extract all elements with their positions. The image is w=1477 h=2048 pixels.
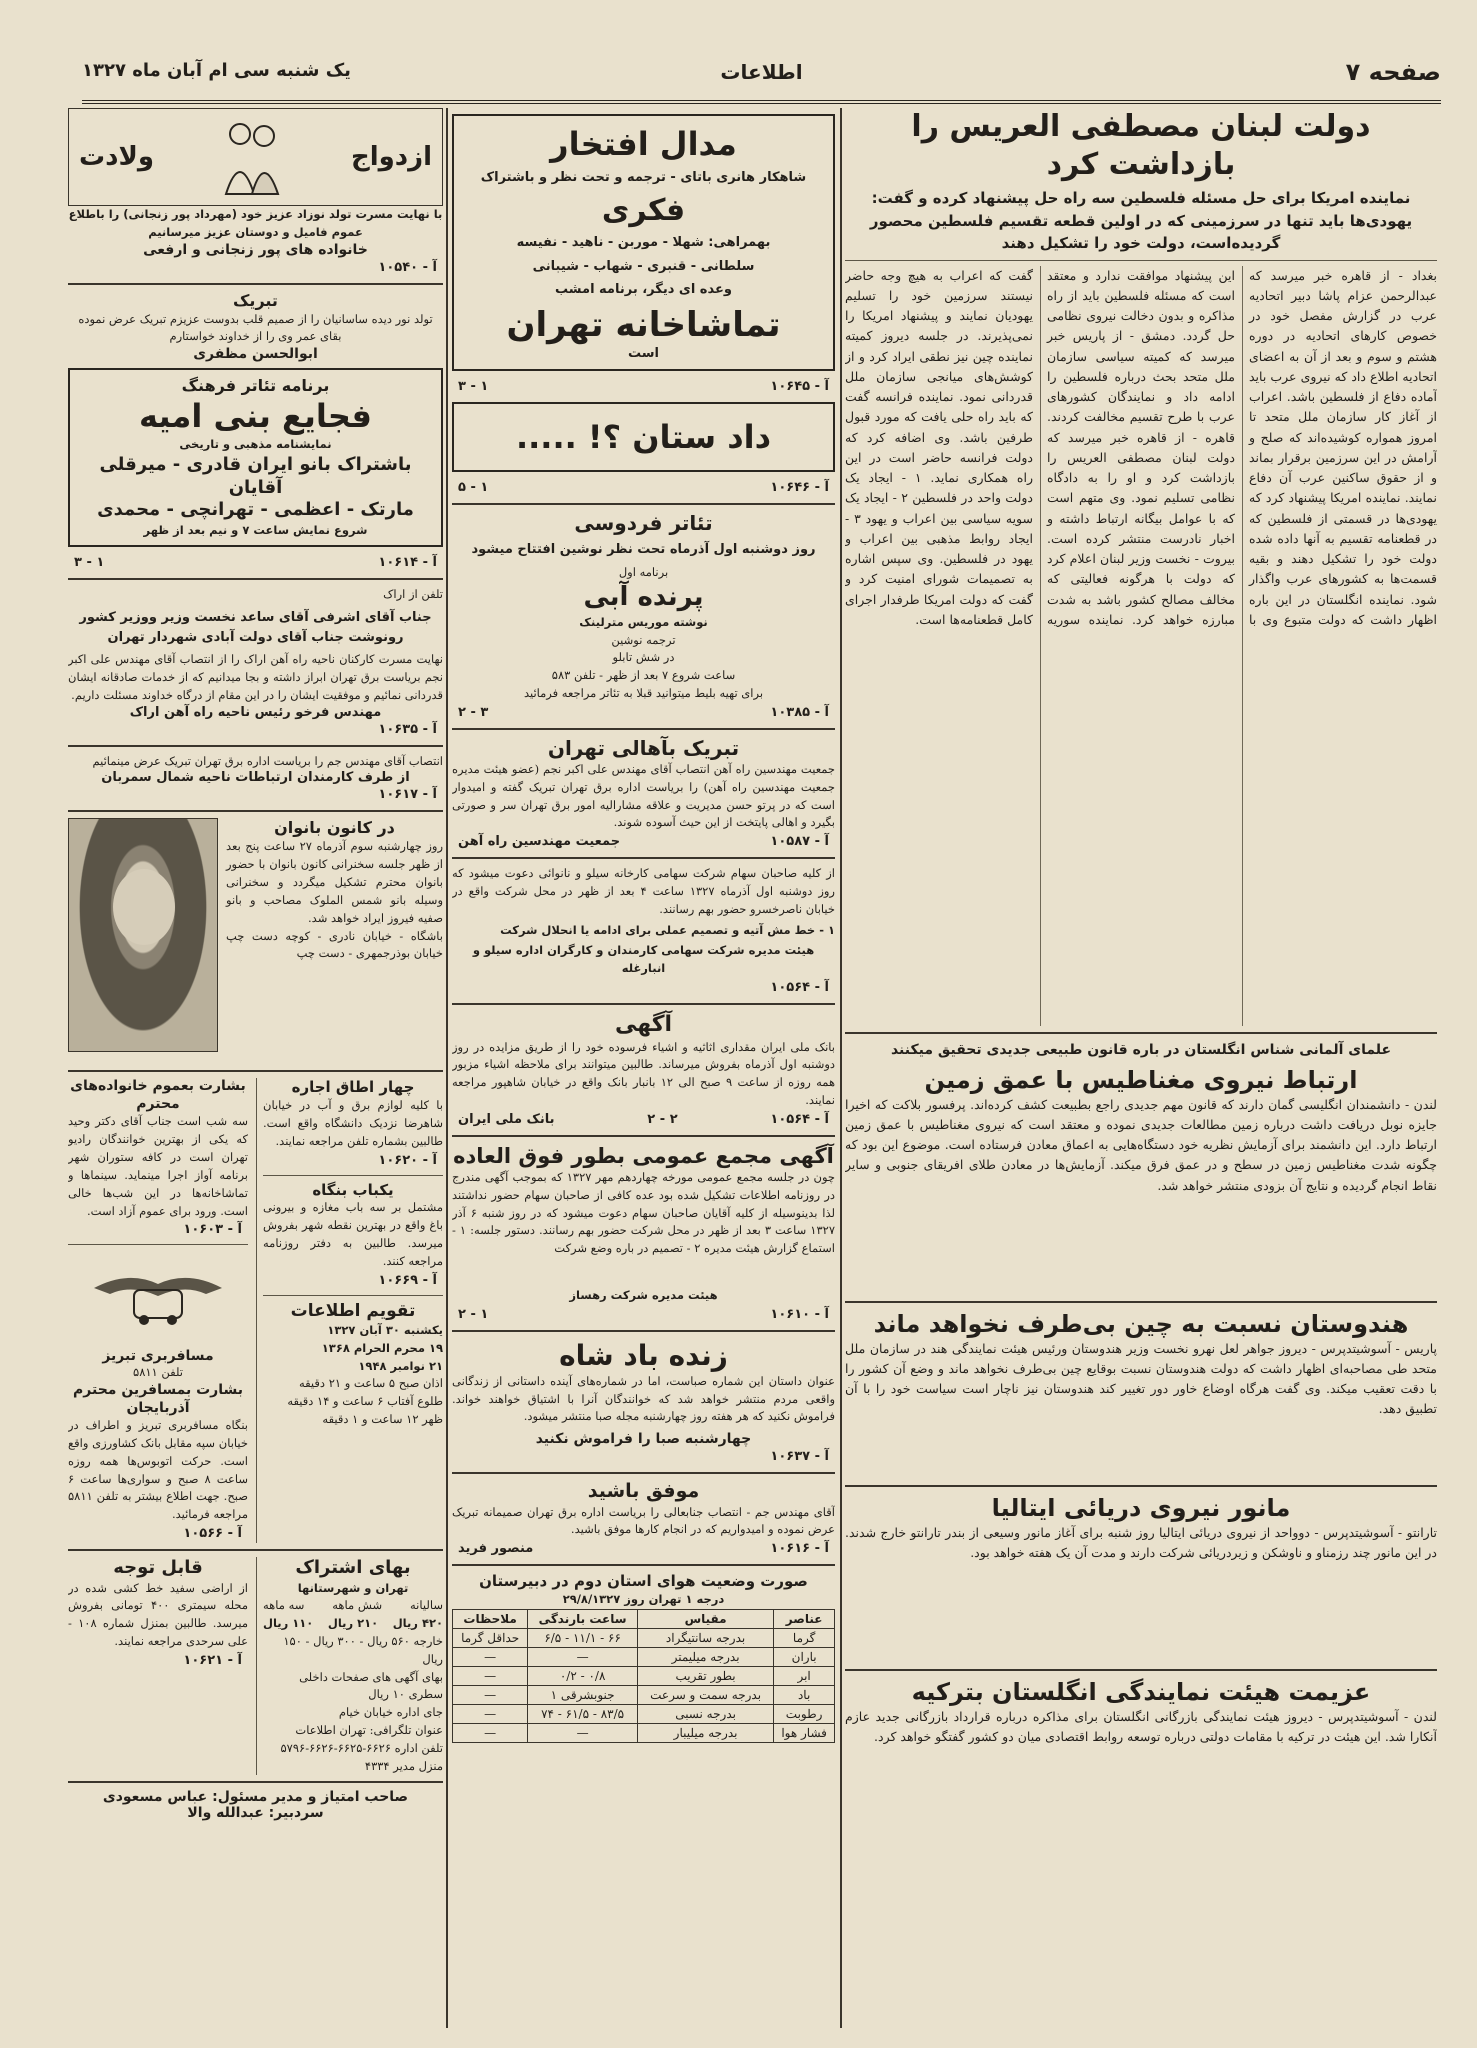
couple-illustration-icon	[212, 114, 292, 200]
column-ads-left	[68, 108, 443, 2028]
travel-phone: تلفن ۵۸۱۱	[133, 1365, 183, 1380]
lebanon-headline: دولت لبنان مصطفی العریس را بازداشت کرد	[911, 109, 1371, 182]
ferdowsi-sub: روز دوشنبه اول آذرماه تحت نظر نوشین افتتاح میشود	[471, 542, 816, 557]
classifieds-right	[256, 1078, 443, 1543]
table-header: عناصر	[774, 1609, 835, 1628]
kanoon-addr: باشگاه - خیابان نادری - کوچه دست چپ خیابان بوذرجمهری - دست چپ	[226, 928, 443, 961]
wedding-ad	[68, 108, 443, 277]
divider	[845, 1301, 1437, 1303]
issue-date: یک شنبه سی ام آبان ماه ۱۳۲۷	[82, 60, 351, 81]
owner-line: صاحب امتیاز و مدیر مسئول: عباس مسعودی	[102, 1789, 409, 1806]
theatre-genre: نمایشنامه مذهبی و تاریخی	[179, 437, 332, 452]
dastan-title: داد ستان ؟! .....	[515, 418, 772, 456]
table-header: ملاحظات	[453, 1609, 528, 1628]
ferdowsi-time: ساعت شروع ۷ بعد از ظهر - تلفن ۵۸۳	[551, 668, 736, 683]
calendar-row: ۱۹ محرم الحرام ۱۳۶۸	[321, 1340, 443, 1355]
subscription-tg: عنوان تلگرافی: تهران اطلاعات	[295, 1723, 443, 1737]
telegram-to: تلفن از اراک	[383, 587, 443, 602]
travel-emblem	[88, 1250, 228, 1344]
lebanon-body: بغداد - از قاهره خبر میرسد که عبدالرحمن عزام پاشا دبیر اتحادیه عرب در گزارش مفصل خود در خصوص کارهای اتحادیه در دوره هشتم و سوم و بعد از آن به اعضای اتحادیه اطلاع داد که نیروی عرب باید آماده دفاع از فلسطین باشد. اعراب از آغاز کار سازمان ملل متحد تا امروز همواره کوشیده‌اند که صلح و آرامش در این سرزمین برقرار بماند و از حقوق ساکنین عرب آن دفاع نمایند. نماینده امریکا پیشنهاد کرد که یهودی‌ها در قسمتی از فلسطین که در قطعنامه تقسیم به آنها داده شده دولت خود را تشکیل دهند و بقیه قسمت‌ها به کشورهای عرب واگذار شود. نماینده انگلستان در این باره اظهار داشت که دولت متبوع وی با این پیشنهاد موافقت ندارد و معتقد است که مسئله فلسطین باید از راه مذاکره و بدون دخالت نیروی نظامی حل گردد. دمشق - از پاریس خبر میرسد که کمیته سیاسی سازمان ملل متحد بحث درباره فلسطین را ادامه داد و نمایندگان کشورهای عرب با طرح تقسیم مخالفت کردند. قاهره - از قاهره خبر میرسد که دولت لبنان مصطفی العریس را بازداشت کرد و او را به دادگاه نظامی تسلیم نمود. وی متهم است که با عوامل بیگانه ارتباط داشته و اخبار نادرست منتشر کرده است. بیروت - نخست وزیر لبنان اعلام کرد که دولت با هرگونه فعالیتی که مخالف مصالح کشور باشد به شدت مبارزه خواهد کرد. نماینده سوریه گفت که اعراب به هیچ وجه حاضر نیستند سرزمین خود را تسلیم یهودیان نمایند و پیشنهاد امریکا را نمی‌پذیرند. در جلسه دیروز کمیته نماینده چین نیز نطقی ایراد کرد و از کوشش‌های میانجی سازمان ملل قدردانی نمود. نماینده فرانسه گفت که باید راه حلی یافت که مورد قبول طرفین باشد. وی اضافه کرد که دولت فرانسه حاضر است در این راه همکاری نماید. ۱ - ایجاد یک دولت واحد در فلسطین ۲ - ایجاد یک سویه سیاسی بین اعراب و یهود ۳ - ایجاد روابط مذهبی بین اعراب و یهود در فلسطین. وی سپس اشاره به تصمیمات شورای امنیت کرد و گفت که دولت امریکا طرفدار اجرای کامل قطعنامه‌ها است.	[845, 267, 1437, 627]
ad-code: آ - ۱۰۳۸۵ ۳ - ۲	[458, 704, 829, 720]
masthead	[82, 50, 1441, 104]
tabriz-body: جمعیت مهندسین راه آهن انتصاب آقای مهندس علی اکبر نجم (عضو هیئت مدیره جمعیت مهندسین راه آهن) را بریاست اداره برق تهران تبریک گفته و امیدوار است که در پرتو حسن مدیریت و علاقه مشارالیه امور برق تهران سر و صورتی بگیرد و اهالی پایتخت از این حیث آسوده شوند.	[452, 761, 835, 830]
divider	[452, 857, 835, 859]
theatre-time: شروع نمایش ساعت ۷ و نیم بعد از ظهر	[143, 522, 368, 537]
divider	[452, 1330, 835, 1332]
subscription-ads: بهای آگهی های صفحات داخلی سطری ۱۰ ریال	[299, 1669, 443, 1702]
divider	[452, 1564, 835, 1566]
tabrik-ad	[68, 291, 443, 363]
ferdowsi-author: نوشته موریس مترلینک	[579, 614, 708, 629]
cement-ad	[452, 865, 835, 997]
shah-body: عنوان داستان این شماره صباست، اما در شماره‌های آینده داستانی از زندگانی واقعی مردم منتشر خواهد شد که خوانندگان آنرا با اشتیاق خواهند خواند. فراموش نکنید که هر هفته روز چهارشنبه مجله صبا منتشر میشود.	[452, 1373, 835, 1424]
subscription-home: منزل مدیر ۴۳۳۴	[364, 1758, 443, 1773]
medal-ad	[452, 114, 835, 371]
shah-ad	[452, 1338, 835, 1466]
ad-code: آ - ۱۰۶۴۵ ۱ - ۳	[458, 379, 829, 394]
calendar-row: یکشنبه ۳۰ آبان ۱۳۲۷	[327, 1322, 443, 1337]
quake-headline: ارتباط نیروی مغناطیس با عمق زمین	[924, 1065, 1358, 1094]
ad-code: آ - ۱۰۶۰۳	[183, 1222, 242, 1238]
ad-code: آ - ۱۰۶۲۰	[378, 1152, 437, 1168]
theatre-title: برنامه تئاتر فرهنگ	[181, 376, 330, 396]
kanoon-body: روز چهارشنبه سوم آذرماه ۲۷ ساعت پنج بعد از ظهر جلسه سخنرانی کانون بانوان با حضور بانوان محترم تشکیل میگردد و سخنرانی وسیله بانو شمس الملوک مصاحب و بانو صفیه فیروز ایراد خواهد شد.	[226, 839, 443, 925]
divider	[452, 503, 835, 505]
travel-brand: مسافربری تبریز	[102, 1348, 214, 1365]
divider	[845, 1485, 1437, 1487]
turkey-headline: عزیمت هیئت نمایندگی انگلستان بترکیه	[911, 1677, 1371, 1706]
classifieds-row	[68, 1078, 443, 1543]
india-body: پاریس - آسوشیتدپرس - دیروز جواهر لعل نهرو نخست وزیر هندوستان ورئیس هیئت نمایندگی هند در سازمان ملل متحد طی مصاحبه‌ای اظهار داشت که دولت هندوستان نسبت بوقایع چین بی‌طرف نخواهد ماند و وضع آن کشور را با دقت تعقیب میکند. وی گفت هرگاه اوضاع خاور دور تغییر کند هندوستان نیز ناچار است سیاست خود را با آن تطبیق دهد.	[845, 1340, 1437, 1417]
subscription-row: سالیانه شش ماهه سه ماهه	[263, 1598, 443, 1613]
ferdowsi-ad	[452, 511, 835, 722]
divider	[68, 1549, 443, 1551]
classifieds-left	[68, 1078, 248, 1543]
medal-line: شاهکار هانری باتای - ترجمه و تحت نظر و باشتراک	[480, 170, 807, 185]
column-news	[845, 108, 1437, 2028]
divider	[68, 578, 443, 580]
winged-bus-icon	[88, 1250, 228, 1344]
calendar-row: طلوع آفتاب ۶ ساعت و ۱۴ دقیقه	[287, 1394, 443, 1409]
cement-sign: هیئت مدیره شرکت سهامی کارمندان و کارگران اداره سیلو و انبارغله	[472, 943, 815, 976]
wedding-banner	[68, 108, 443, 206]
weather-report	[452, 1572, 835, 1743]
quake-body: لندن - دانشمندان انگلیسی گمان دارند که قانون مهم جدیدی راجع بطبیعت کشف کرده‌اند. پرفسور بلاکت که اخیرا جایزه نوبل دریافت داشت درباره زمین مطالعات جدیدی نموده و معتقد است که نیروی مغناطیس با عمق زمین ارتباط دارد. این دانشمند برای آزمایش نظریه خود دستگاه‌هایی به اعماق معادن فرستاده است. موضوع این بود که چگونه شدت مغناطیس زمین در سطح و در عمق فرق میکند. آزمایش‌ها در معادن طلای افریقای جنوبی و سایر نقاط انجام گردیده و نتایج آن بزودی منتشر خواهد شد.	[845, 1096, 1437, 1193]
medal-venue: تماشاخانه تهران	[506, 304, 781, 345]
weather-sub: درجه ۱ تهران روز ۲۹/۸/۱۳۲۷	[562, 1591, 725, 1606]
wedding-title-left: ولادت	[79, 141, 155, 172]
medal-cast: بهمراهی: شهلا - موربن - ناهید - نفیسه	[516, 235, 771, 250]
table-row: باد بدرجه سمت و سرعت جنوبشرقی ۱ —	[453, 1685, 835, 1704]
ad-code: آ - ۱۰۶۱۶ منصور فرید	[458, 1541, 829, 1557]
calendar-row: ظهر ۱۲ ساعت و ۱ دقیقه	[322, 1411, 443, 1426]
theatre-play: فجایع بنی امیه	[139, 397, 372, 436]
medal-title: مدال افتخار	[550, 125, 737, 163]
tabrik-sign: ابوالحسن مظفری	[193, 346, 318, 363]
kanoon-ad	[226, 818, 443, 963]
table-row: رطوبت بدرجه نسبی ۸۳/۵ - ۶۱/۵ - ۷۴ —	[453, 1704, 835, 1723]
calendar-row: اذان صبح ۵ ساعت و ۲۱ دقیقه	[298, 1376, 443, 1391]
ad-code: آ - ۱۰۵۸۷ جمعیت مهندسین راه آهن	[458, 834, 829, 850]
divider	[452, 1135, 835, 1137]
dastan-ad	[452, 402, 835, 472]
ad-code: آ - ۱۰۶۶۹	[378, 1272, 437, 1288]
table-row: ابر بطور تقریب ۰/۸ - ۰/۲ —	[453, 1666, 835, 1685]
ad-code: آ - ۱۰۶۲۱	[183, 1652, 242, 1668]
subscription-sub: تهران و شهرستانها	[297, 1580, 409, 1595]
notice-title: قابل توجه	[113, 1557, 203, 1578]
telegram-ad	[68, 586, 443, 738]
divider	[845, 1032, 1437, 1034]
rail-body: انتصاب آقای مهندس جم را بریاست اداره برق تهران تبریک عرض مینمائیم	[92, 753, 443, 768]
ad-code: آ - ۱۰۵۶۶	[183, 1526, 242, 1541]
shah-sign: چهارشنبه صبا را فراموش نکنید	[535, 1430, 752, 1447]
tabriz-title: تبریک بآهالی تهران	[547, 735, 740, 760]
rail-ad	[68, 753, 443, 805]
divider	[68, 1781, 443, 1783]
calendar-row: ۲۱ نوامبر ۱۹۴۸	[358, 1358, 443, 1373]
telegram-sign: مهندس فرخو رئیس ناحیه راه آهن اراک	[129, 704, 382, 720]
tabriz-ad	[452, 736, 835, 851]
column-rule	[446, 108, 448, 2028]
divider	[263, 1295, 443, 1296]
weather-table	[452, 1609, 835, 1743]
travel-body: بنگاه مسافربری تبریز و اطراف در خیابان سپه مقابل بانک کشاورزی واقع است. حرکت اتوبوس‌ها همه روزه ساعت ۸ صبح و سواری‌ها ساعت ۶ صبح. جهت اطلاع بیشتر به تلفن ۵۸۱۱ مراجعه فرمائید.	[68, 1418, 248, 1522]
medal-cast: سلطانی - قنبری - شهاب - شیبانی	[532, 258, 755, 274]
divider	[68, 810, 443, 812]
table-header: ساعت بارندگی	[528, 1609, 638, 1628]
ad-code: آ - ۱۰۶۳۵	[378, 721, 437, 737]
divider	[845, 260, 1437, 261]
italy-body: تارانتو - آسوشیتدپرس - دوواحد از نیروی دریائی ایتالیا روز شنبه برای آغاز مانور وسیعی از بندر تارانتو خارج شدند. در این مانور چند رزمناو و ناوشکن و زیردریائی شرکت دارند و مدت آن یک هفته خواهد بود.	[845, 1524, 1437, 1560]
subscription-title: بهای اشتراک	[295, 1557, 411, 1578]
medal-name: فکری	[601, 192, 686, 228]
assembly-body: چون در جلسه مجمع عمومی مورخه چهاردهم مهر ۱۳۲۷ که بموجب آگهی مندرج در روزنامه اطلاعات تشکیل شده بود عده کافی از صاحبان سهام حضور نداشتند لذا بدینوسیله از کلیه آقایان صاحبان سهام دعوت میشود که در روز شنبه ۶ آذر ۱۳۲۷ ساعت ۳ بعد از ظهر در محل شرکت حضور بهم رسانند. دستور جلسه: ۱ - استماع گزارش هیئت مدیره ۲ - تصمیم در باره وضع شرکت	[452, 1170, 835, 1256]
kanoon-block	[68, 818, 443, 1064]
paper-name: اطلاعات	[720, 60, 803, 84]
divider	[68, 1070, 443, 1072]
column-rule	[840, 108, 842, 2028]
divider	[845, 1669, 1437, 1671]
divider	[452, 1472, 835, 1474]
calendar-title: تقویم اطلاعات	[290, 1300, 416, 1321]
bank-ad	[452, 1011, 835, 1129]
page-number: صفحه ۷	[1345, 58, 1441, 86]
kanoon-title: در کانون بانوان	[274, 818, 395, 838]
column-ads-middle	[452, 108, 835, 2028]
tabrik-title: تبریک	[233, 290, 278, 310]
assembly-ad	[452, 1143, 835, 1324]
ferdowsi-tickets: برای تهیه بلیط میتوانید قبلا به تئاتر مراجعه فرمائید	[523, 686, 764, 701]
wedding-body: با نهایت مسرت تولد نوزاد عزیز خود (مهرداد پور زنجانی) را باطلاع عموم فامیل و دوستان عزیز میرسانیم	[68, 207, 443, 239]
ad-code: آ - ۱۰۶۴۶ ۱ - ۵	[458, 480, 829, 495]
movafagh-body: آقای مهندس جم - انتصاب جنابعالی را بریاست اداره برق تهران صمیمانه تبریک عرض نموده و امیدواریم که در انجام کارها موفق باشید.	[452, 1504, 835, 1537]
wedding-title-right: ازدواج	[350, 141, 432, 172]
rent-body: با کلیه لوازم برق و آب در خیابان شاهرضا نزدیک دانشگاه واقع است. طالبین بشماره تلفن مراجعه نمایند.	[263, 1098, 443, 1148]
telegram-title: جناب آقای اشرفی آقای ساعد نخست وزیر ووزیر کشور رونوشت جناب آقای دولت آبادی شهردار تهران	[79, 610, 432, 645]
tabrik-body: تولد نور دیده ساسانیان را از صمیم قلب بدوست عزیزم تبریک عرض نموده بقای عمر وی را از خداوند خواستارم	[78, 311, 433, 344]
ad-code: آ - ۱۰۵۶۴ ۲ - ۲ بانک ملی ایران	[458, 1111, 829, 1127]
travel-title: بشارت بمسافرین محترم آذربایجان	[73, 1382, 243, 1416]
movafagh-ad	[452, 1480, 835, 1558]
honour-body: سه شب است جناب آقای دکتر وحید که یکی از بهترین خوانندگان رادیو تهران است در کافه ستوران شهر برنامه آواز اجرا مینماید. سینماها و تماشاخانه‌ها در این شب‌ها خالی است. ورود برای عموم آزاد است.	[68, 1114, 248, 1218]
shop-title: یکباب بنگاه	[312, 1180, 394, 1199]
theatre-cast: مارتک - اعظمی - تهرانچی - محمدی	[97, 499, 414, 521]
divider	[263, 1175, 443, 1176]
notice-box	[68, 1557, 248, 1775]
table-row: فشار هوا بدرجه میلیبار — —	[453, 1723, 835, 1742]
table-row: گرما بدرجه سانتیگراد ۶۶ - ۱۱/۱ - ۶/۵ حداقل گرما	[453, 1628, 835, 1647]
lebanon-subhead: نماینده امریکا برای حل مسئله فلسطین سه راه حل پیشنهاد کرده و گفت: یهودی‌ها باید تنها در سرزمینی که در اولین قطعه تقسیم فلسطین محصور گردیده‌است، دولت خود را تشکیل دهند	[869, 189, 1413, 252]
ferdowsi-director: در شش تابلو	[612, 650, 675, 665]
weather-title: صورت وضعیت هوای استان دوم در دبیرستان	[479, 1572, 808, 1591]
theatre-cast: باشتراک بانو ایران قادری - میرقلی آقایان	[99, 454, 412, 498]
ad-code: آ - ۱۰۶۱۰ ۱ - ۲	[458, 1306, 829, 1322]
cement-body: از کلیه صاحبان سهام شرکت سهامی کارخانه سیلو و نانوائی دعوت میشود که روز دوشنبه اول آذرماه ۱۳۲۷ ساعت ۴ بعد از ظهر در محل شرکت واقع در خیابان ناصرخسرو حضور بهم رسانند.	[452, 866, 835, 916]
bank-body: بانک ملی ایران مقداری اثاثیه و اشیاء فرسوده خود را از طریق مزایده در روز دوشنبه اول آذرماه بفروش میرساند. طالبین میتوانند برای ملاحظه اشیاء مزبور همه روزه از ساعت ۹ صبح الی ۱۲ بانبار بانک واقع در خیابان شاهپور مراجعه نمایند.	[452, 1039, 835, 1107]
medal-tail: است	[627, 346, 659, 361]
quake-kicker: علمای آلمانی شناس انگلستان در باره قانون طبیعی جدیدی تحقیق میکنند	[890, 1041, 1392, 1058]
telegram-body: نهایت مسرت کارکنان ناحیه راه آهن اراک را از انتصاب آقای مهندس علی اکبر نجم بریاست برق تهران ابراز داشته و بجا میدانیم که از خدمات صادقانه ایشان قدردانی نمائیم و موفقیت ایشان را در این مقام از درگاه خداوند مسئلت داریم.	[68, 652, 443, 702]
table-header: مقیاس	[637, 1609, 773, 1628]
ad-code: آ - ۱۰۶۳۷	[770, 1448, 829, 1464]
ferdowsi-prog: برنامه اول	[618, 564, 669, 579]
shop-body: مشتمل بر سه باب مغازه و بیرونی باغ واقع در بهترین نقطه شهر بفروش میرسد. طالبین به دفتر روزنامه مراجعه کنند.	[263, 1200, 443, 1268]
assembly-sign: هیئت مدیره شرکت رهساز	[569, 1288, 718, 1302]
ad-code: آ - ۱۰۶۱۷	[378, 787, 437, 803]
subscription-foreign: خارجه ۵۶۰ ریال - ۳۰۰ ریال - ۱۵۰ ریال	[283, 1633, 443, 1666]
cement-agenda: ۱ - خط مش آتیه و تصمیم عملی برای ادامه یا انحلال شرکت	[500, 922, 835, 937]
rent-title: چهار اطاق اجاره	[291, 1078, 415, 1097]
ad-code: آ - ۱۰۶۱۴ ۱ - ۳	[74, 555, 437, 571]
ferdowsi-translator: ترجمه نوشین	[611, 632, 676, 647]
footer-row	[68, 1557, 443, 1775]
italy-headline: مانور نیروی دریائی ایتالیا	[991, 1493, 1291, 1522]
divider	[452, 728, 835, 730]
ferdowsi-title: تئاتر فردوسی	[574, 511, 713, 535]
rail-sign: از طرف کارمندان ارتباطات ناحیه شمال سمربان	[101, 770, 410, 786]
woman-portrait	[68, 818, 218, 1052]
subscription-row: ۴۲۰ ریال ۲۱۰ ریال ۱۱۰ ریال	[263, 1616, 443, 1631]
ad-code: آ - ۱۰۵۴۰	[378, 259, 437, 275]
honour-title: بشارت بعموم خانواده‌های محترم	[70, 1078, 246, 1112]
table-row: باران بدرجه میلیمتر — —	[453, 1647, 835, 1666]
divider	[68, 283, 443, 285]
ad-code: آ - ۱۰۵۶۴	[770, 980, 829, 995]
subscription-addr: جای اداره خیابان خیام	[338, 1705, 443, 1720]
subscription-phone: تلفن اداره ۶۶۲۶-۶۶۲۵-۶۶۲۶-۵۷۹۶	[280, 1740, 443, 1755]
theatre-ad	[68, 368, 443, 547]
divider	[68, 745, 443, 747]
divider	[452, 1003, 835, 1005]
movafagh-title: موفق باشید	[587, 1479, 700, 1502]
assembly-title: آگهی مجمع عمومی بطور فوق العاده	[453, 1143, 834, 1168]
ferdowsi-play: پرنده آبی	[583, 582, 704, 613]
india-headline: هندوستان نسبت به چین بی‌طرف نخواهد ماند	[873, 1309, 1409, 1338]
bank-title: آگهی	[614, 1012, 673, 1037]
divider	[68, 1244, 248, 1245]
notice-body: از اراضی سفید خط کشی شده در محله سیمتری ۴۰۰ تومانی بفروش میرسد. طالبین بمنزل شماره ۱۰۸ - علی سرحدی مراجعه نمایند.	[68, 1580, 248, 1648]
wedding-family: خانواده های پور زنجانی و ارفعی	[143, 241, 368, 258]
medal-line: وعده ای دیگر، برنامه امشب	[555, 282, 732, 297]
shah-title: زنده باد شاه	[559, 1338, 728, 1372]
subscription-box	[256, 1557, 443, 1775]
turkey-body: لندن - آسوشیتدپرس - دیروز هیئت نمایندگی بازرگانی انگلستان برای مذاکره درباره قرارداد بازرگانی جدید عازم آنکارا شد. این هیئت در ترکیه با مقامات دولتی درباره توسعه روابط اقتصادی میان دو کشور گفتگو خواهد کرد.	[845, 1708, 1437, 1744]
owner-line: سردبیر: عبدالله والا	[187, 1805, 324, 1822]
